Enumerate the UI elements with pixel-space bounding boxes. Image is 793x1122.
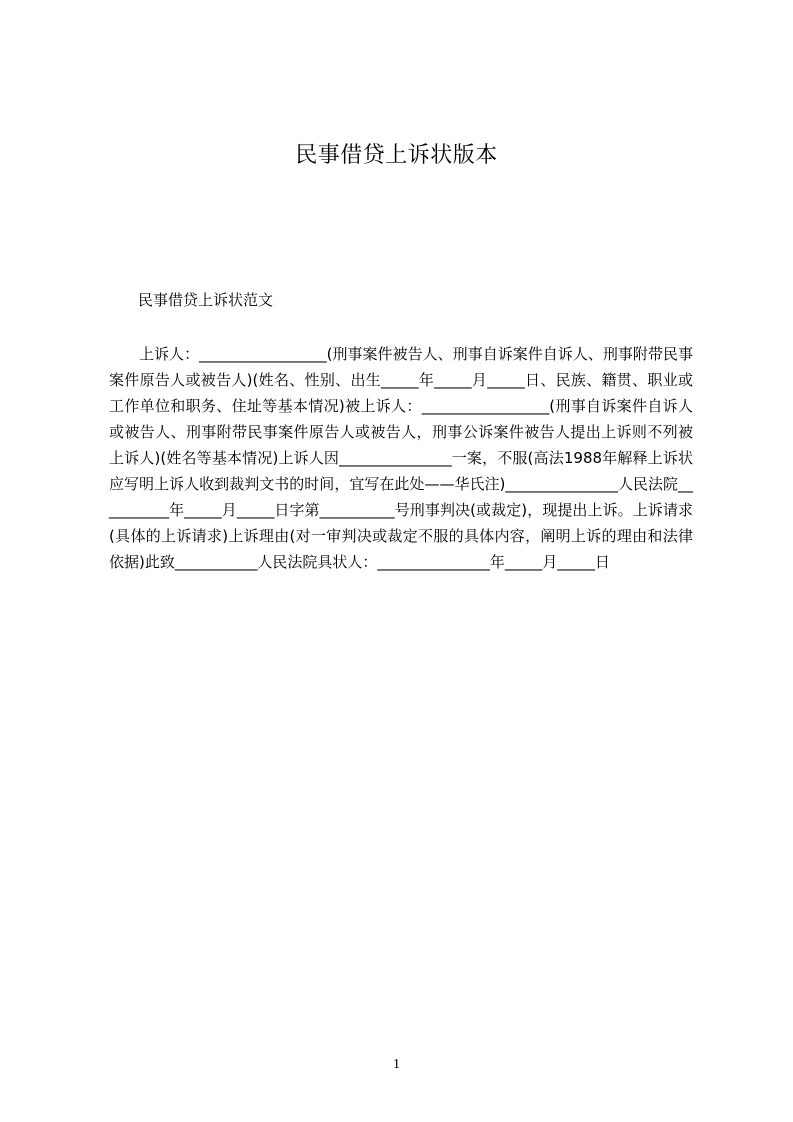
page-number: 1 [393, 1057, 400, 1072]
document-body-paragraph: 上诉人：_________________(刑事案件被告人、刑事自诉案件自诉人、刑事附带民事案件原告人或被告人)(姓名、性别、出生_____年_____月_____日、民族、籍贯、职业或工作单位和职务、住址等基本情况)被上诉人：_________________(刑事自诉案件自诉人或被告人、刑事附带民事案件原告人或被告人，刑事公诉案件被告人提出上诉则不列被上诉人)(姓名等基本情况)上诉人因_______________一案，不服(高法1988年解释上诉状应写明上诉人收到裁判文书的时间，宜写在此处——华氏注)_______________人民法院__________年_____月_____日字第__________号刑事判决(或裁定)，现提出上诉。上诉请求(具体的上诉请求)上诉理由(对一审判决或裁定不服的具体内容，阐明上诉的理由和法律依据)此致___________人民法院具状人：_______________年_____月_____日 [109, 345, 693, 571]
document-subtitle: 民事借贷上诉状范文 [138, 291, 274, 309]
document-title: 民事借贷上诉状版本 [295, 143, 498, 168]
